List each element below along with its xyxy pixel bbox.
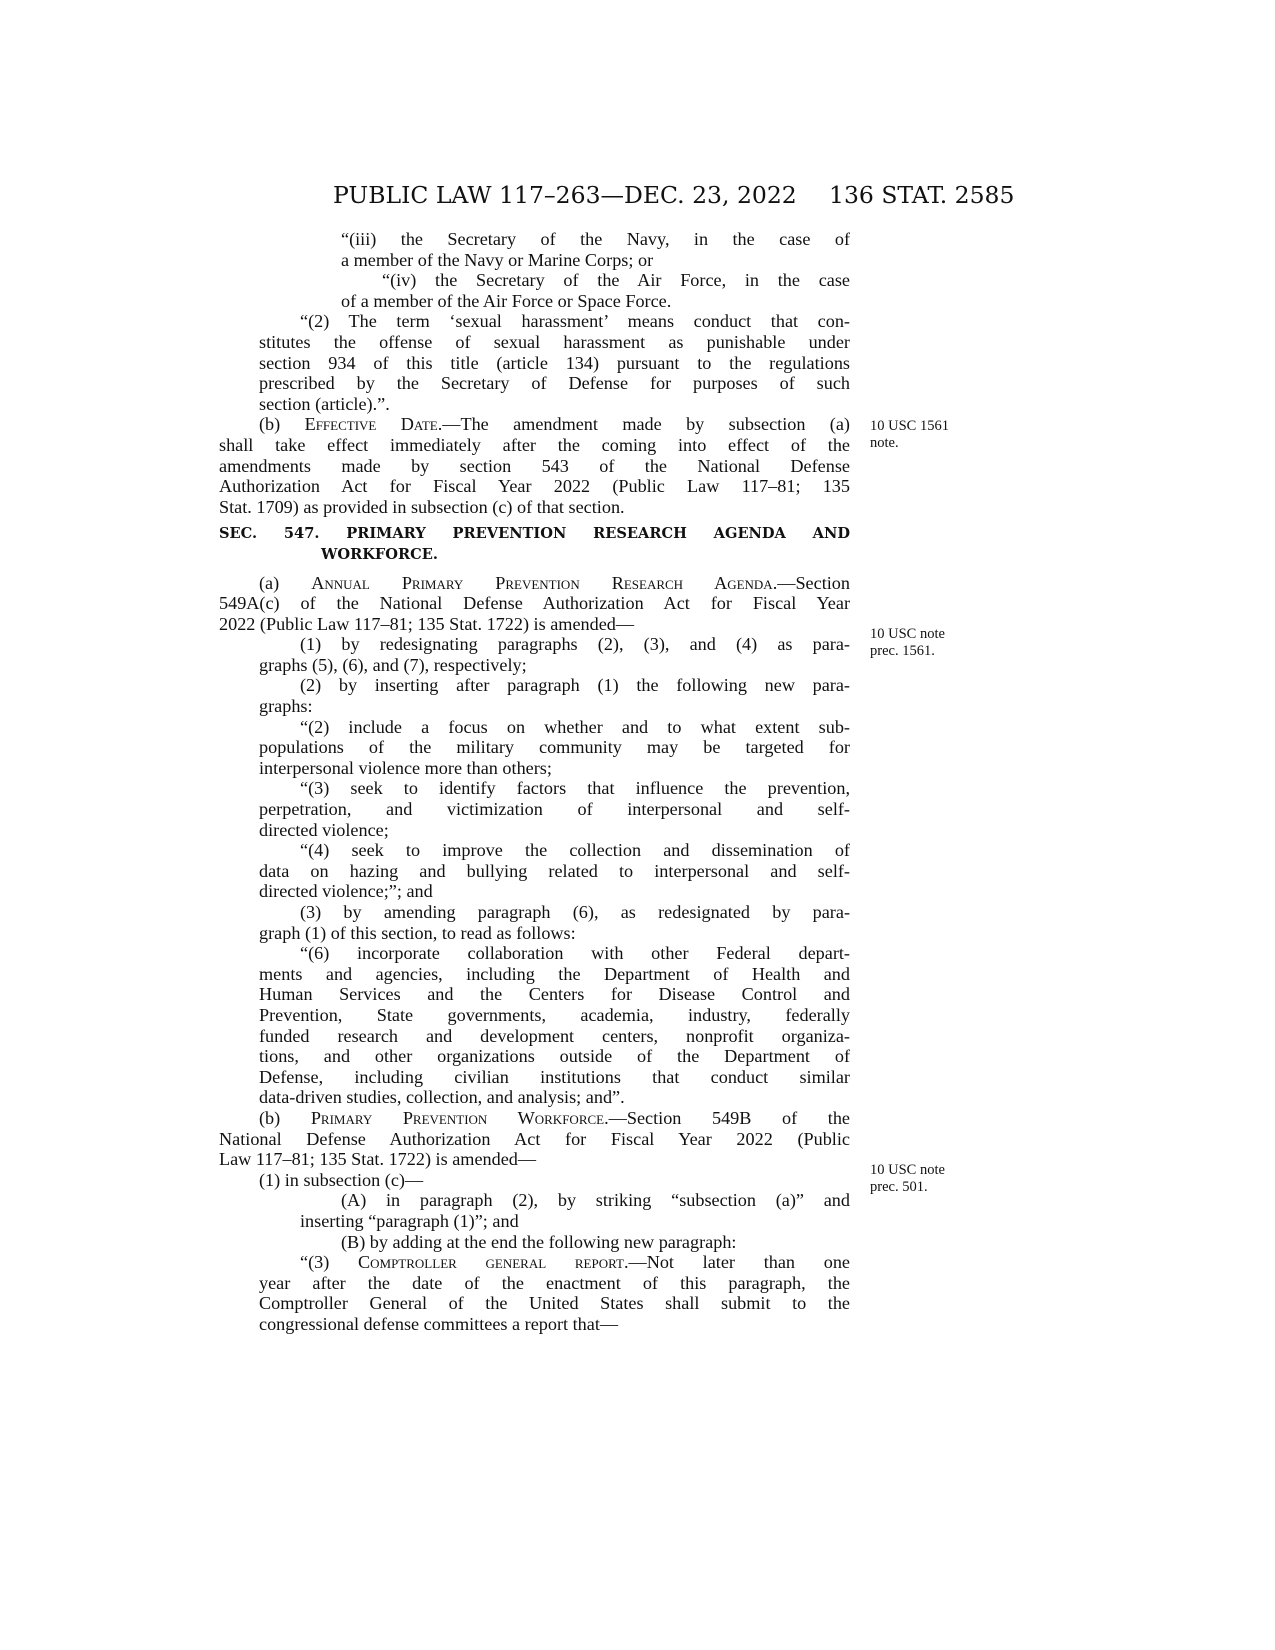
small-caps-heading: Effective Date (304, 414, 438, 435)
text-line: ments and agencies, including the Department of Health and (259, 963, 850, 984)
text-line: Prevention, State governments, academia, industry, federally (259, 1004, 850, 1025)
text-line: tions, and other organizations outside of the Department of (259, 1046, 850, 1067)
text-line: data on hazing and bullying related to interpersonal and self- (259, 860, 850, 881)
text-line: (2) by inserting after paragraph (1) the following new para- (300, 675, 850, 696)
small-caps-heading: Annual Primary Prevention Research Agenda (311, 572, 773, 593)
text-line: a member of the Navy or Marine Corps; or (341, 249, 654, 270)
text-line: (3) by amending paragraph (6), as redesignated by para- (300, 902, 850, 922)
text-line: data-driven studies, collection, and analysis; and”. (259, 1087, 625, 1108)
margin-note-line: note. (870, 435, 899, 451)
text-line: interpersonal violence more than others; (259, 757, 552, 778)
section-heading: SEC. 547. PRIMARY PREVENTION RESEARCH AGENDA AND (219, 525, 850, 543)
text-span: (b) (259, 414, 305, 435)
subsection-heading-research-agenda (259, 573, 850, 594)
text-line: (1) in subsection (c)— (259, 1169, 424, 1190)
text-span: (a) (259, 572, 312, 593)
text-line: populations of the military community may be targeted for (259, 737, 850, 758)
text-span: .—The amendment made by subsection (a) (437, 414, 850, 435)
text-line: directed violence; (259, 819, 389, 840)
text-line: shall take effect immediately after the coming into effect of the (219, 434, 850, 455)
text-line: Stat. 1709) as provided in subsection (c) of that section. (219, 496, 625, 517)
text-line: section (article).”. (259, 393, 390, 414)
running-header-page: 136 STAT. 2585 (829, 181, 1015, 209)
text-line: year after the date of the enactment of this paragraph, the (259, 1272, 850, 1293)
text-line: National Defense Authorization Act for Fiscal Year 2022 (Public (219, 1128, 850, 1149)
text-line: Law 117–81; 135 Stat. 1722) is amended— (219, 1149, 537, 1170)
text-line: amendments made by section 543 of the National Defense (219, 455, 850, 476)
text-line: “(6) incorporate collaboration with other Federal depart- (300, 943, 850, 964)
text-span: .—Section (772, 572, 850, 593)
margin-note-line: prec. 1561. (870, 643, 935, 659)
margin-note-line: 10 USC 1561 (870, 418, 949, 434)
text-line: section 934 of this title (article 134) pursuant to the regulations (259, 352, 850, 373)
page-body (219, 229, 850, 1334)
text-line: Defense, including civilian institutions that conduct similar (259, 1066, 850, 1087)
text-line: perpetration, and victimization of interpersonal and self- (259, 799, 850, 820)
text-line: “(iv) the Secretary of the Air Force, in the case (382, 270, 850, 291)
text-line: “(4) seek to improve the collection and dissemination of (300, 840, 850, 861)
text-line: prescribed by the Secretary of Defense for purposes of such (259, 373, 850, 394)
text-line: congressional defense committees a report that— (259, 1313, 619, 1334)
text-line: “(iii) the Secretary of the Navy, in the case of (341, 229, 850, 249)
text-line: Comptroller General of the United States shall submit to the (259, 1293, 850, 1314)
margin-note (870, 1162, 990, 1196)
paragraph-heading-comptroller (300, 1252, 850, 1273)
section-heading-cont: WORKFORCE. (321, 545, 438, 563)
text-line: graph (1) of this section, to read as follows: (259, 922, 576, 943)
text-line: of a member of the Air Force or Space Force. (341, 290, 672, 311)
text-line: stitutes the offense of sexual harassment as punishable under (259, 331, 850, 352)
running-header-left: PUBLIC LAW 117–263—DEC. 23, 2022 (333, 181, 797, 209)
text-span: (b) (259, 1107, 311, 1128)
subsection-heading-effective-date (259, 414, 850, 435)
subsection-heading-workforce (259, 1108, 850, 1129)
text-line: graphs (5), (6), and (7), respectively; (259, 654, 527, 675)
text-line: funded research and development centers, nonprofit organiza- (259, 1025, 850, 1046)
margin-note (870, 418, 990, 452)
text-line: “(2) include a focus on whether and to what extent sub- (300, 716, 850, 737)
text-line: 2022 (Public Law 117–81; 135 Stat. 1722) is amended— (219, 613, 635, 634)
text-line: “(3) seek to identify factors that influence the prevention, (300, 778, 850, 799)
text-line: directed violence;”; and (259, 881, 433, 902)
text-line: “(2) The term ‘sexual harassment’ means conduct that con- (300, 311, 850, 332)
text-line: (A) in paragraph (2), by striking “subsection (a)” and (341, 1190, 850, 1211)
text-line: 549A(c) of the National Defense Authorization Act for Fiscal Year (219, 593, 850, 614)
margin-note-line: prec. 501. (870, 1179, 928, 1195)
small-caps-heading: Comptroller general report (358, 1252, 624, 1273)
text-line: (1) by redesignating paragraphs (2), (3), and (4) as para- (300, 634, 850, 655)
text-line: Authorization Act for Fiscal Year 2022 (Public Law 117–81; 135 (219, 476, 850, 497)
small-caps-heading: Primary Prevention Workforce (310, 1107, 605, 1128)
text-line: Human Services and the Centers for Disease Control and (259, 984, 850, 1005)
margin-note-line: 10 USC note (870, 1162, 945, 1178)
text-span: “(3) (300, 1252, 358, 1273)
text-line: (B) by adding at the end the following new paragraph: (341, 1231, 737, 1252)
margin-note (870, 626, 990, 660)
text-span: .—Not later than one (623, 1252, 850, 1273)
text-line: inserting “paragraph (1)”; and (300, 1210, 519, 1231)
margin-note-line: 10 USC note (870, 626, 945, 642)
text-span: .—Section 549B of the (604, 1107, 850, 1128)
text-line: graphs: (259, 696, 313, 717)
